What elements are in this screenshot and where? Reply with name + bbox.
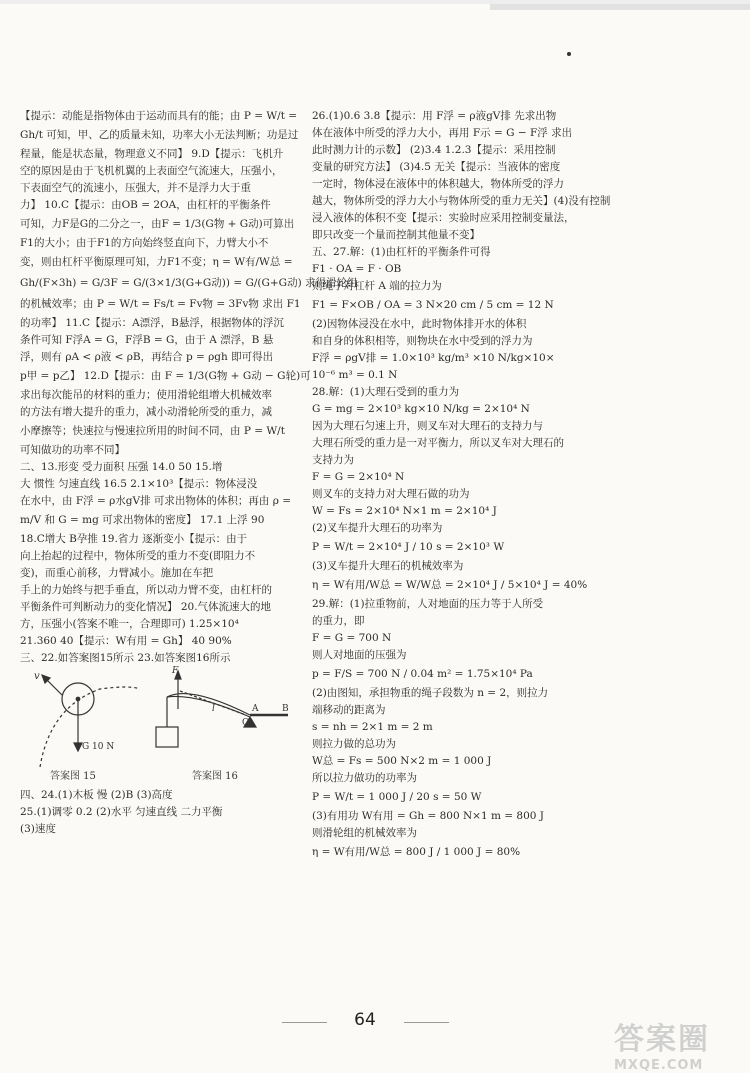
text-line: 18.C增大 B孕推 19.省力 逐渐变小【提示：由于 <box>20 533 248 545</box>
text-line: 力】 10.C【提示：由OB = 2OA，由杠杆的平衡条件 <box>20 199 271 211</box>
text-line: η = W有用/W总 = 800 J / 1 000 J = 80% <box>312 846 521 858</box>
text-line: 10⁻⁶ m³ = 0.1 N <box>312 369 398 381</box>
text-line: 的方法有增大提升的重力，减小动滑轮所受的重力，减 <box>20 406 272 418</box>
text-line: 此时测力计的示数】 (2)3.4 1.2.3【提示：采用控制 <box>312 144 556 156</box>
text-line: 手上的力始终与把手垂直，所以动力臂不变，由杠杆的 <box>20 584 272 596</box>
load-box <box>156 727 178 747</box>
text-line: 在水中，由 F浮 = ρ水gV排 可求出物体的体积；再由 ρ = <box>20 495 292 507</box>
trajectory-line <box>40 687 140 767</box>
text-line: F1 · OA = F · OB <box>312 263 402 275</box>
text-line: P = W/t = 1 000 J / 20 s = 50 W <box>312 791 482 803</box>
text-line: 浸入液体的体积不变【提示：实验时应采用控制变量法， <box>312 212 575 224</box>
figure-16-caption: 答案图 16 <box>192 771 238 782</box>
page-number: 64 <box>354 1010 376 1030</box>
text-line: 向上抬起的过程中，物体所受的重力不变(即阻力不 <box>20 550 256 562</box>
text-line: 【提示：动能是指物体由于运动而具有的能；由 P = W/t = <box>20 110 298 122</box>
figures-svg <box>20 667 292 787</box>
lever-arm-lower <box>167 696 250 717</box>
text-line: p甲 = p乙】 12.D【提示：由 F = 1/3(G物 + G动 − G轮)可 <box>20 370 311 382</box>
right-column <box>312 108 612 863</box>
text-line: 四、24.(1)木板 慢 (2)B (3)高度 <box>20 789 173 801</box>
text-line: 则叉车的支持力对大理石做的功为 <box>312 488 470 500</box>
text-line: 则拉力做的总功为 <box>312 738 396 750</box>
text-line: 大 惯性 匀速直线 16.5 2.1×10³【提示：物体浸没 <box>20 478 258 490</box>
scan-bar <box>490 4 750 10</box>
gravity-arrowhead <box>74 743 82 751</box>
text-line: η = W有用/W总 = W/W总 = 2×10⁴ J / 5×10⁴ J = 40% <box>312 579 588 591</box>
text-line: (2)叉车提升大理石的功率为 <box>312 522 443 534</box>
text-line: 空的原因是由于飞机机翼的上表面空气流速大，压强小， <box>20 165 283 177</box>
text-line: W = Fs = 2×10⁴ N×1 m = 2×10⁴ J <box>312 505 497 517</box>
text-line: 三、22.如答案图15所示 23.如答案图16所示 <box>20 652 231 664</box>
text-line: 平衡条件可判断动力的变化情况】 20.气体流速大的地 <box>20 601 272 613</box>
text-line: 21.360 40【提示：W有用 = Gh】 40 90% <box>20 635 232 647</box>
text-line: (2)由图知，承担物重的绳子段数为 n = 2，则拉力 <box>312 687 549 699</box>
text-line: (2)因物体浸没在水中，此时物体排开水的体积 <box>312 318 527 330</box>
text-line: F1的大小；由于F1的方向始终竖直向下，力臂大小不 <box>20 237 269 249</box>
text-line: 的功率】 11.C【提示：A漂浮，B悬浮，根据物体的浮沉 <box>20 317 284 329</box>
text-line: 变，则由杠杆平衡原理可知，力F1不变；η = W有/W总 = <box>20 256 293 268</box>
velocity-label: v <box>34 671 40 682</box>
point-a-label: A <box>252 704 259 714</box>
text-line: 所以拉力做功的功率为 <box>312 772 417 784</box>
watermark-line2: MXQE.COM <box>614 1058 704 1073</box>
text-line: 的机械效率；由 P = W/t = Fs/t = Fv物 = 3Fv物 求出 F1 <box>20 298 301 310</box>
text-line: 和自身的体积相等，则物块在水中受到的浮力为 <box>312 335 533 347</box>
text-line: 端移动的距离为 <box>312 704 386 716</box>
text-line: 26.(1)0.6 3.8【提示：用 F浮 = ρ液gV排 先求出物 <box>312 110 557 122</box>
text-line: 25.(1)调零 0.2 (2)水平 匀速直线 二力平衡 <box>20 806 223 818</box>
text-line: G = mg = 2×10³ kg×10 N/kg = 2×10⁴ N <box>312 403 530 415</box>
text-line: 小摩擦等；快速拉与慢速拉所用的时间不同，由 P = W/t <box>20 425 285 437</box>
text-line: 则人对地面的压强为 <box>312 649 407 661</box>
figure-15-caption: 答案图 15 <box>50 771 96 782</box>
text-line: 体在液体中所受的浮力大小，再用 F示 = G − F浮 求出 <box>312 127 573 139</box>
text-line: 则滑轮组的机械效率为 <box>312 827 417 839</box>
figure-16 <box>156 671 288 747</box>
point-b-label: B <box>282 704 289 714</box>
ornament-right <box>404 1022 449 1023</box>
text-line: 大理石所受的重力是一对平衡力，所以叉车对大理石的 <box>312 437 564 449</box>
text-line: 一定时，物体浸在液体中的体积越大，物体所受的浮力 <box>312 178 564 190</box>
text-line: 因为大理石匀速上升，则叉车对大理石的支持力与 <box>312 420 543 432</box>
text-line: F = G = 700 N <box>312 632 392 644</box>
text-line: W总 = Fs = 500 N×2 m = 1 000 J <box>312 755 492 767</box>
text-line: 28.解：(1)大理石受到的重力为 <box>312 386 460 398</box>
text-line: F1 = F×OB / OA = 3 N×20 cm / 5 cm = 12 N <box>312 299 554 311</box>
text-line: P = W/t = 2×10⁴ J / 10 s = 2×10³ W <box>312 541 505 553</box>
text-line: s = nh = 2×1 m = 2 m <box>312 721 433 733</box>
text-line: (3)叉车提升大理石的机械效率为 <box>312 560 464 572</box>
text-line: 方，压强小(答案不唯一，合理即可) 1.25×10⁴ <box>20 618 239 630</box>
text-line: 变)，而重心前移，力臂减小。施加在车把 <box>20 567 214 579</box>
text-line: 条件可知 F浮A = G，F浮B = G，由于 A 漂浮，B 悬 <box>20 334 274 346</box>
text-line: 浮，则有 ρA < ρ液 < ρB，再结合 p = ρgh 即可得出 <box>20 351 274 363</box>
text-line: 支持力为 <box>312 454 354 466</box>
text-line: 则绳子对杠杆 A 端的拉力为 <box>312 280 442 292</box>
text-line: 可知，力F是G的二分之一，由F = 1/3(G物 + G动)可算出 <box>20 218 295 230</box>
text-line: p = F/S = 700 N / 0.04 m² = 1.75×10⁴ Pa <box>312 668 533 680</box>
text-line: Gh/(F×3h) = G/3F = G/(3×1/3(G+G动)) = G/(G+G动) 求得滑轮组 <box>20 277 358 289</box>
text-line: 程量，能是状态量，物理意义不同】 9.D【提示：飞机升 <box>20 148 284 160</box>
text-line: 二、13.形变 受力面积 压强 14.0 50 15.增 <box>20 461 223 473</box>
text-line: F浮 = ρgV排 = 1.0×10³ kg/m³ ×10 N/kg×10× <box>312 352 555 364</box>
text-line: 越大，物体所受的浮力大小与物体所受的重力无关】(4)没有控制 <box>312 195 611 207</box>
force-label: F <box>172 666 179 676</box>
gravity-label: G 10 N <box>82 742 115 752</box>
text-line: m/V 和 G = mg 可求出物体的密度】 17.1 上浮 90 <box>20 514 265 526</box>
text-line: 即只改变一个量而控制其他量不变】 <box>312 229 480 241</box>
text-line: 下表面空气的流速小，压强大，并不是浮力大于重 <box>20 182 251 194</box>
point-o-label: O <box>242 718 250 728</box>
text-line: Gh/t 可知，甲、乙的质量未知，功率大小无法判断；功是过 <box>20 129 299 141</box>
ornament-left <box>282 1022 327 1023</box>
ink-dot <box>567 52 571 56</box>
text-line: 可知做功的功率不同】 <box>20 444 125 456</box>
answer-figures <box>20 667 292 787</box>
text-line: 变量的研究方法】 (3)4.5 无关【提示：当液体的密度 <box>312 161 561 173</box>
text-line: 29.解：(1)拉重物前，人对地面的压力等于人所受 <box>312 598 544 610</box>
watermark-logo <box>614 1014 734 1073</box>
text-line: (3)速度 <box>20 823 56 835</box>
text-line: 求出每次能吊的材料的重力；使用滑轮组增大机械效率 <box>20 389 272 401</box>
text-line: F = G = 2×10⁴ N <box>312 471 405 483</box>
text-line: (3)有用功 W有用 = Gh = 800 N×1 m = 800 J <box>312 810 544 822</box>
watermark-line1: 答案圈 <box>614 1022 710 1057</box>
text-line: 五、27.解：(1)由杠杆的平衡条件可得 <box>312 246 491 258</box>
text-line: 的重力，即 <box>312 615 365 627</box>
figure-15 <box>40 675 140 767</box>
arm-label: l <box>212 704 215 714</box>
